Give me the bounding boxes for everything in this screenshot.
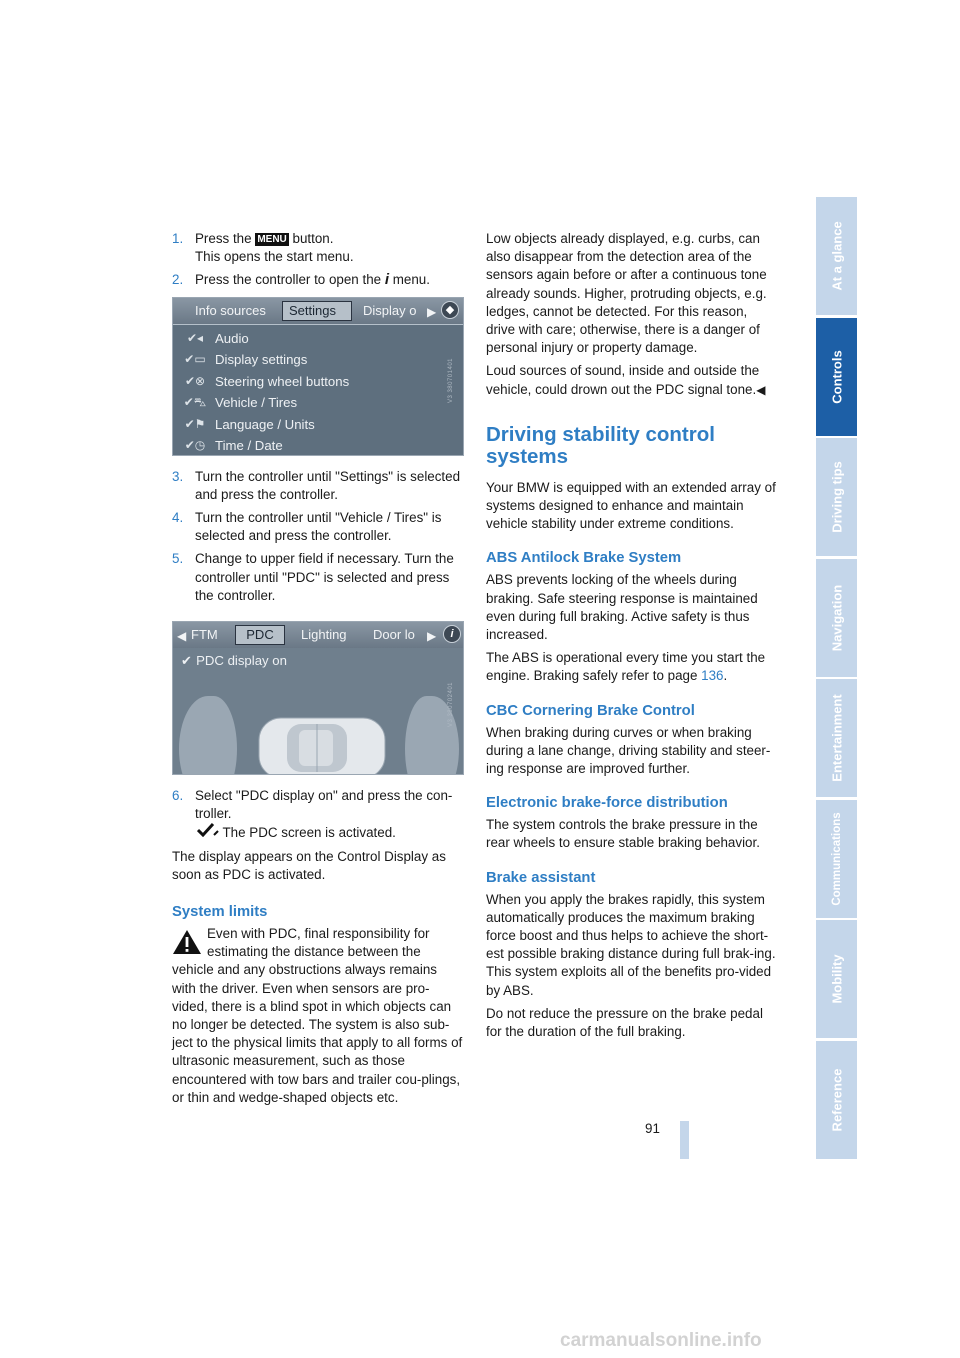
paragraph-text: The ABS is operational every time you start the engine. Braking safely refer to page [486, 650, 766, 684]
side-tab-label: At a glance [829, 221, 844, 291]
screen-tab-display: Display o [363, 302, 417, 318]
side-tab-at-a-glance[interactable] [816, 197, 857, 315]
step-5 [172, 550, 464, 605]
screen-tab-bar [173, 298, 463, 325]
screen-tab-pdc: PDC [235, 625, 285, 645]
menu-item-label: Display settings [215, 352, 308, 368]
step-text: Press the [195, 231, 252, 246]
pdc-view [173, 648, 463, 774]
heading-brake-assistant: Brake assistant [486, 869, 596, 886]
menu-item-label: Steering wheel buttons [215, 373, 350, 389]
screen-tab-ftm: FTM [191, 627, 218, 643]
step-number: 4. [172, 510, 184, 526]
pdc-display-on-label: PDC display on [196, 653, 287, 669]
section-tabs [816, 197, 857, 1160]
info-menu-icon: i [384, 271, 389, 289]
paragraph [486, 362, 778, 398]
paragraph-text: Loud sources of sound, inside and outside the vehicle, could drown out the PDC signal tone. [486, 363, 760, 397]
step-number: 2. [172, 272, 184, 288]
step-text: Press the controller to open the [195, 272, 382, 288]
paragraph: Do not reduce the pressure on the brake pedal for the duration of the full braking. [486, 1005, 763, 1040]
step-text: This opens the start menu. [195, 249, 354, 265]
step-text: Turn the controller until "Settings" is selected and press the controller. [195, 468, 461, 502]
checkmark-icon: ✔ [181, 653, 193, 669]
arrow-left-icon: ◀ [177, 629, 187, 644]
heading-cbc: CBC Cornering Brake Control [486, 702, 695, 719]
step-text: Change to upper field if necessary. Turn the controller until "PDC" is selected and press the controller. [195, 551, 454, 603]
heading-abs: ABS Antilock Brake System [486, 550, 682, 567]
settings-menu-screenshot [172, 297, 464, 456]
paragraph: The system controls the brake pressure in the rear wheels to ensure stable braking behavior. [486, 817, 760, 851]
side-tab-navigation[interactable] [816, 559, 857, 677]
side-tab-label: Communications [830, 811, 843, 906]
paragraph: ABS prevents locking of the wheels during braking. Safe steering response is maintained even during full braking. Active safety is thus increased. [486, 572, 758, 643]
step-number: 5. [172, 551, 184, 567]
screen-tab-settings: Settings [282, 301, 352, 321]
step-text: menu. [392, 272, 430, 288]
step-number: 1. [172, 231, 184, 246]
heading-ebd: Electronic brake-force distribution [486, 795, 728, 812]
heading-driving-stability: Driving stability control systems [486, 422, 715, 468]
image-code: V3 380701401 [447, 357, 454, 403]
steering-wheel-icon: ✔⊗ [184, 373, 206, 388]
display-icon: ✔▭ [184, 352, 206, 367]
menu-item-label: Audio [215, 330, 249, 346]
pdc-display-screenshot [172, 621, 464, 775]
image-code: V3 380702401 [447, 682, 454, 728]
arrow-right-icon: ▶ [427, 629, 437, 644]
side-tab-label: Mobility [829, 954, 844, 1004]
menu-item-steering-wheel-buttons [173, 371, 463, 393]
audio-icon: ✔◂ [186, 330, 204, 345]
paragraph: Your BMW is equipped with an extended array of systems designed to enhance and maintain vehicle stability under extreme conditions. [486, 479, 776, 532]
end-mark-icon: ◀ [756, 382, 766, 397]
paragraph: Low objects already displayed, e.g. curbs, can also disappear from the detection area of the sensors again before or after a continuous tone already sounds. Higher, protruding objects, e.g. ledges, cannot be detected. For this reason, drive with care; otherwise, there is a danger of personal injury or property damage. [486, 231, 767, 356]
step-number: 3. [172, 468, 184, 484]
menu-button-icon: MENU [257, 234, 287, 245]
step-6 [172, 787, 464, 843]
step-text: button. [292, 231, 334, 246]
menu-item-label: Language / Units [215, 416, 315, 432]
paragraph [486, 649, 778, 685]
arrow-right-icon: ▶ [427, 304, 437, 319]
side-tab-mobility[interactable] [816, 920, 857, 1038]
menu-item-display-settings [173, 349, 463, 371]
clock-icon: ✔◷ [184, 438, 206, 453]
page-marker-bar [680, 1121, 689, 1159]
warning-text-lead: Even with PDC, final responsibility for estimating the distance between the [207, 926, 430, 960]
screen-tab-info-sources: Info sources [195, 302, 266, 318]
step-1 [172, 230, 464, 266]
settings-menu-list [173, 328, 463, 456]
step-text: Select "PDC display on" and press the con-troller. [195, 788, 453, 822]
paragraph: When braking during curves or when braking during a lane change, driving stability and steer-ing response are improved further. [486, 724, 771, 777]
side-tab-controls[interactable] [816, 318, 857, 436]
screen-tab-door-locks: Door lo [373, 627, 415, 643]
menu-item-label: Vehicle / Tires [215, 395, 298, 411]
warning-note [172, 925, 464, 961]
pdc-display-on-row [181, 652, 287, 670]
paragraph-text: . [723, 668, 728, 684]
car-top-view-icon [257, 708, 387, 775]
heading-system-limits: System limits [172, 904, 268, 921]
side-tab-entertainment[interactable] [816, 679, 857, 797]
side-tab-label: Reference [829, 1068, 844, 1131]
checkmark-icon [197, 823, 219, 842]
side-tab-label: Entertainment [829, 694, 844, 782]
step-number: 6. [172, 788, 184, 804]
side-tab-label: Driving tips [829, 461, 844, 533]
watermark: carmanualsonline.info [560, 1330, 762, 1351]
left-column [172, 230, 464, 1112]
screen-tab-lighting: Lighting [301, 627, 347, 643]
side-tab-label: Controls [829, 349, 844, 404]
menu-item-audio [173, 328, 463, 350]
step-3 [172, 468, 464, 504]
info-icon: i [443, 625, 461, 643]
screen-tab-bar [173, 622, 463, 649]
warning-text: vehicle and any obstructions always remains with the driver. Even when sensors are pro-vided, there is a blind spot in which objects can no longer be detected. The system is also sub-ject to the physical limits that apply to all forms of ultrasonic measurement, such as those encountered with tow bars and trailer cou-plings, or thin and wedge-shaped objects etc. [172, 962, 463, 1105]
paragraph: The display appears on the Control Display as soon as PDC is activated. [172, 848, 446, 882]
language-icon: ✔⚑ [184, 416, 206, 431]
warning-triangle-icon [172, 929, 202, 955]
side-tab-reference[interactable] [816, 1041, 857, 1159]
side-tab-driving-tips[interactable] [816, 438, 857, 556]
step-subtext: The PDC screen is activated. [222, 825, 396, 841]
vehicle-icon: ✔⛍ [183, 395, 207, 410]
side-tab-communications[interactable] [816, 800, 857, 918]
menu-item-language-units [173, 414, 463, 436]
step-4 [172, 509, 464, 545]
rear-sensor-zone [179, 696, 237, 775]
right-column [486, 230, 778, 1046]
page-number: 91 [645, 1121, 660, 1136]
side-tab-label: Navigation [829, 584, 844, 651]
paragraph: When you apply the brakes rapidly, this system automatically produces the maximum braking force boost and thus helps to achieve the short-est possible braking distance during full brak-ing. This system exploits all of the benefits pro-vided by ABS. [486, 891, 776, 998]
menu-item-time-date [173, 435, 463, 456]
step-text: Turn the controller until "Vehicle / Tires" is selected and press the controller. [195, 510, 442, 544]
menu-item-vehicle-tires [173, 392, 463, 414]
menu-item-label: Time / Date [215, 438, 283, 454]
step-2 [172, 271, 464, 289]
controller-knob-icon: ◆ [441, 301, 459, 319]
page-link[interactable]: 136 [701, 668, 724, 684]
